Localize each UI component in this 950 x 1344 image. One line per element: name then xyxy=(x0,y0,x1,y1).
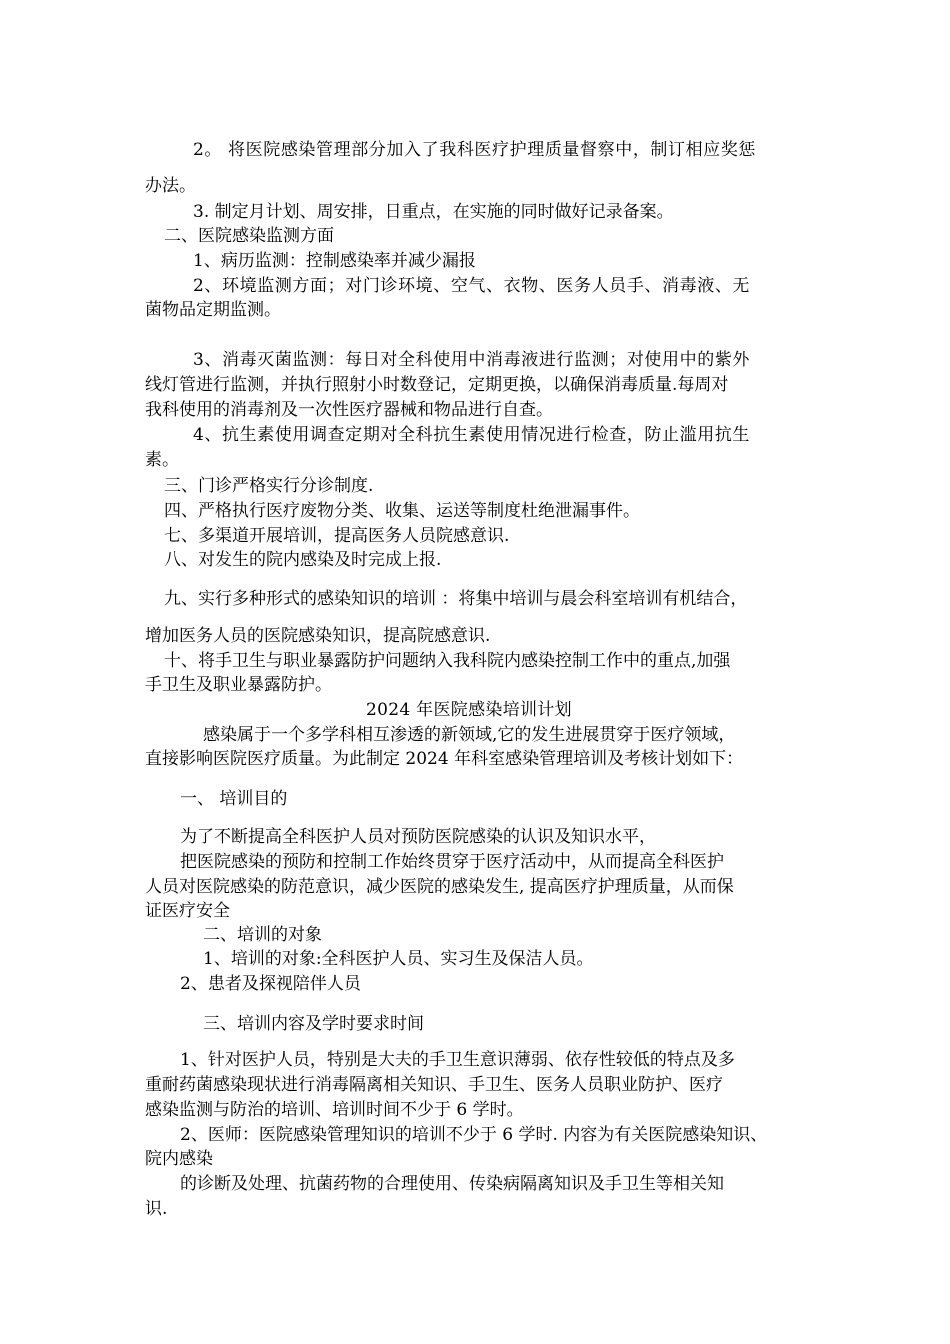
section-heading: 八、对发生的院内感染及时完成上报. xyxy=(164,550,442,570)
text-line: 识. xyxy=(145,1199,168,1219)
text-line: 增加医务人员的医院感染知识，提高院感意识. xyxy=(145,626,491,646)
text-line: 为了不断提高全科医护人员对预防医院感染的认识及知识水平， xyxy=(180,827,656,847)
section-heading: 十、将手卫生与职业暴露防护问题纳入我科院内感染控制工作中的重点,加强 xyxy=(164,651,731,671)
text-line: 素。 xyxy=(145,450,179,470)
text-line: 1、针对医护人员，特别是大夫的手卫生意识薄弱、依存性较低的特点及多 xyxy=(180,1050,735,1070)
text-line: 手卫生及职业暴露防护。 xyxy=(145,675,332,695)
text-line: 感染监测与防治的培训、培训时间不少于 6 学时。 xyxy=(145,1100,524,1120)
text-line: 4、抗生素使用调查定期对全科抗生素使用情况进行检查，防止滥用抗生 xyxy=(193,425,751,445)
section-heading: 三、门诊严格实行分诊制度. xyxy=(164,476,374,496)
text-line: 2。 将医院感染管理部分加入了我科医疗护理质量督察中，制订相应奖惩 xyxy=(193,140,757,160)
text-line: 3. 制定月计划、周安排，日重点，在实施的同时做好记录备案。 xyxy=(193,202,674,222)
text-line: 证医疗安全 xyxy=(145,901,230,921)
text-line: 2、患者及探视陪伴人员 xyxy=(180,974,361,994)
text-line: 1、病历监测：控制感染率并减少漏报 xyxy=(193,251,476,271)
text-line: 3、消毒灭菌监测：每日对全科使用中消毒液进行监测；对使用中的紫外 xyxy=(193,350,751,370)
text-line: 直接影响医院医疗质量。为此制定 2024 年科室感染管理培训及考核计划如下： xyxy=(145,749,744,769)
document-title: 2024 年医院感染培训计划 xyxy=(366,700,572,720)
text-line: 院内感染 xyxy=(145,1149,213,1169)
section-heading: 四、严格执行医疗废物分类、收集、运送等制度杜绝泄漏事件。 xyxy=(164,501,640,521)
text-line: 菌物品定期监测。 xyxy=(145,300,281,320)
section-heading: 二、医院感染监测方面 xyxy=(164,226,334,246)
text-line: 1、培训的对象:全科医护人员、实习生及保洁人员。 xyxy=(203,949,594,969)
section-heading: 七、多渠道开展培训，提高医务人员院感意识. xyxy=(164,526,510,546)
section-heading: 二、培训的对象 xyxy=(203,925,322,945)
text-line: 2、环境监测方面；对门诊环境、空气、衣物、医务人员手、消毒液、无 xyxy=(193,276,751,296)
text-line: 把医院感染的预防和控制工作始终贯穿于医疗活动中，从而提高全科医护 xyxy=(180,852,724,872)
text-line: 线灯管进行监测，并执行照射小时数登记，定期更换，以确保消毒质量.每周对 xyxy=(145,375,729,395)
text-line: 办法。 xyxy=(145,176,196,196)
text-line: 2、医师：医院感染管理知识的培训不少于 6 学时. 内容为有关医院感染知识、 xyxy=(180,1125,768,1145)
section-heading: 三、培训内容及学时要求时间 xyxy=(203,1014,424,1034)
text-line: 的诊断及处理、抗菌药物的合理使用、传染病隔离知识及手卫生等相关知 xyxy=(180,1174,724,1194)
text-line: 重耐药菌感染现状进行消毒隔离相关知识、手卫生、医务人员职业防护、医疗 xyxy=(145,1075,723,1095)
text-line: 我科使用的消毒剂及一次性医疗器械和物品进行自查。 xyxy=(145,400,553,420)
section-heading: 九、实行多种形式的感染知识的培训 ：将集中培训与晨会科室培训有机结合， xyxy=(164,589,748,609)
text-line: 人员对医院感染的防范意识，减少医院的感染发生, 提高医疗护理质量，从而保 xyxy=(145,877,734,897)
section-heading: 一、 培训目的 xyxy=(180,789,288,809)
text-line: 感染属于一个多学科相互渗透的新领域,它的发生进展贯穿于医疗领域， xyxy=(203,725,736,745)
